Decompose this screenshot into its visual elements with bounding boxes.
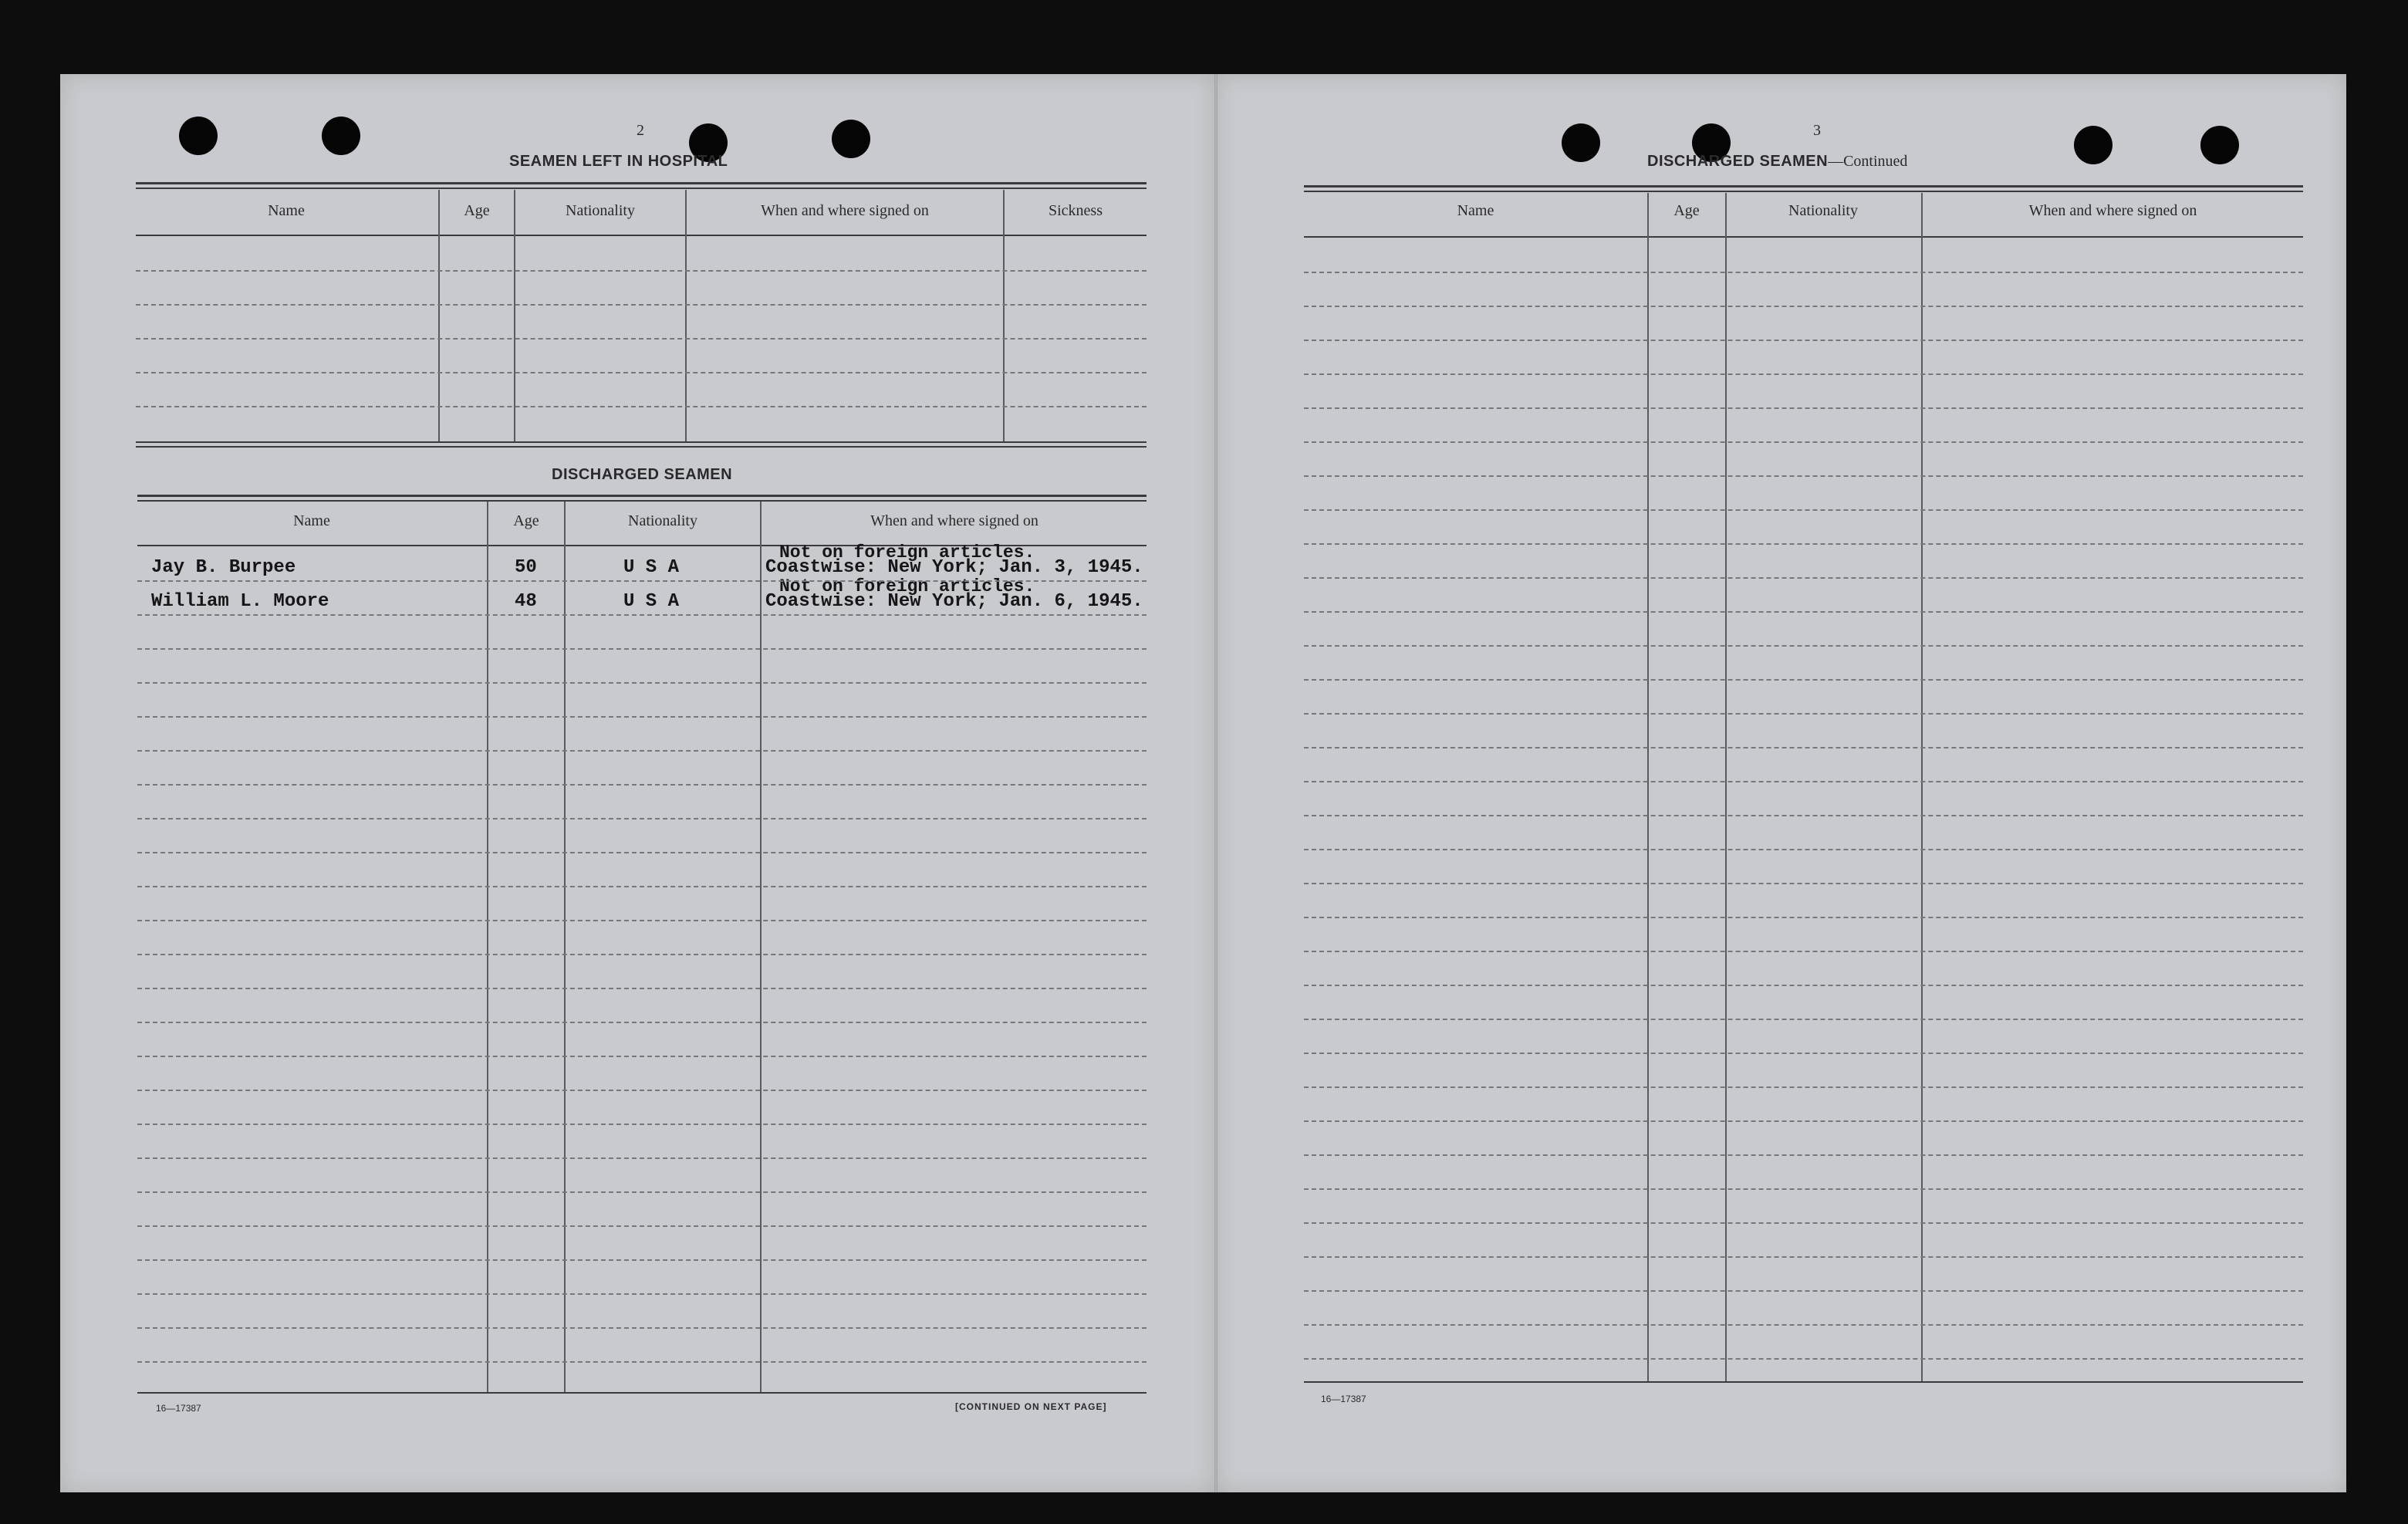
ruled-line — [1304, 951, 2303, 952]
header-rule — [136, 235, 1147, 236]
table-top-rule — [137, 495, 1147, 497]
hospital-section-title: SEAMEN LEFT IN HOSPITAL — [509, 153, 728, 170]
ruled-line — [1304, 407, 2303, 409]
header-rule — [1304, 236, 2303, 238]
table-bottom-rule — [136, 446, 1147, 448]
table-bottom-rule — [137, 1392, 1147, 1394]
ruled-line — [1304, 577, 2303, 579]
ruled-line — [1304, 306, 2303, 307]
seaman-nationality: U S A — [623, 557, 680, 578]
column-divider — [1921, 193, 1923, 1383]
ruled-line — [137, 648, 1147, 650]
column-header: Nationality — [628, 512, 697, 529]
ruled-line — [137, 1327, 1147, 1329]
seaman-nationality: U S A — [623, 591, 680, 612]
punch-hole — [2200, 126, 2239, 164]
articles-note: Not on foreign articles. — [779, 542, 1035, 563]
column-divider — [514, 190, 515, 443]
punch-hole — [1562, 123, 1600, 162]
ruled-line — [1304, 645, 2303, 647]
ruled-line — [136, 270, 1147, 272]
ruled-line — [1304, 679, 2303, 681]
ruled-line — [1304, 1324, 2303, 1326]
ruled-line — [137, 920, 1147, 921]
column-header: Name — [1457, 202, 1494, 219]
discharged-continued-title — [1647, 153, 1907, 171]
ruled-line — [137, 1293, 1147, 1295]
ruled-line — [1304, 917, 2303, 918]
signed-on-entry: Coastwise: New York; Jan. 3, 1945. — [765, 557, 1143, 578]
ruled-line — [1304, 1188, 2303, 1190]
ruled-line — [1304, 1154, 2303, 1156]
ruled-line — [1304, 1222, 2303, 1224]
column-header: Age — [1673, 202, 1700, 219]
form-number: 16—17387 — [1321, 1394, 1366, 1404]
column-header: Nationality — [566, 202, 635, 219]
ruled-line — [137, 614, 1147, 616]
discharged-section-title: DISCHARGED SEAMEN — [552, 466, 733, 483]
ruled-line — [1304, 1358, 2303, 1360]
ruled-line — [1304, 985, 2303, 986]
punch-hole — [832, 120, 870, 158]
ruled-line — [137, 1022, 1147, 1023]
ruled-line — [1304, 543, 2303, 545]
column-header: Age — [464, 202, 490, 219]
column-header: When and where signed on — [2028, 202, 2197, 219]
ruled-line — [136, 372, 1147, 373]
ruled-line — [1304, 1256, 2303, 1258]
ruled-line — [1304, 441, 2303, 443]
page-number: 3 — [1813, 122, 1821, 139]
ruled-line — [1304, 373, 2303, 375]
ruled-line — [137, 852, 1147, 853]
ruled-line — [137, 1124, 1147, 1125]
punch-hole — [179, 117, 218, 155]
punch-hole — [322, 117, 360, 155]
column-divider — [438, 190, 440, 443]
punch-hole — [2074, 126, 2112, 164]
column-divider — [1725, 193, 1727, 1383]
ruled-line — [1304, 1290, 2303, 1292]
ruled-line — [1304, 1120, 2303, 1122]
column-header: Name — [268, 202, 305, 219]
page-fold — [1214, 74, 1218, 1492]
column-header: Name — [293, 512, 330, 529]
ruled-line — [137, 580, 1147, 582]
seaman-name: Jay B. Burpee — [151, 557, 296, 578]
ruled-line — [1304, 849, 2303, 850]
column-header: When and where signed on — [761, 202, 929, 219]
column-divider — [1647, 193, 1649, 1383]
ruled-line — [137, 1191, 1147, 1193]
left-page — [60, 74, 1214, 1492]
ruled-line — [1304, 747, 2303, 748]
ruled-line — [136, 304, 1147, 306]
ruled-line — [1304, 475, 2303, 477]
ruled-line — [1304, 1019, 2303, 1020]
ruled-line — [137, 1090, 1147, 1091]
column-divider — [1003, 190, 1005, 443]
ruled-line — [136, 406, 1147, 407]
title-main: DISCHARGED SEAMEN — [1647, 153, 1829, 170]
table-bottom-rule — [1304, 1381, 2303, 1383]
ruled-line — [1304, 1086, 2303, 1088]
table-top-rule — [136, 188, 1147, 189]
ruled-line — [137, 1056, 1147, 1057]
column-header: Age — [513, 512, 539, 529]
table-top-rule — [1304, 191, 2303, 192]
seaman-name: William L. Moore — [151, 591, 329, 612]
column-divider — [685, 190, 687, 443]
ruled-line — [1304, 1053, 2303, 1054]
ruled-line — [137, 1157, 1147, 1159]
ruled-line — [1304, 340, 2303, 341]
ruled-line — [1304, 815, 2303, 816]
signed-on-entry: Coastwise: New York; Jan. 6, 1945. — [765, 591, 1143, 612]
column-header: When and where signed on — [870, 512, 1039, 529]
ruled-line — [1304, 883, 2303, 884]
ruled-line — [137, 818, 1147, 819]
articles-note: Not on foreign articles. — [779, 576, 1035, 596]
ruled-line — [137, 716, 1147, 718]
ruled-line — [1304, 611, 2303, 613]
seaman-age: 48 — [515, 591, 537, 612]
ruled-line — [1304, 713, 2303, 715]
ruled-line — [1304, 781, 2303, 782]
table-top-rule — [136, 182, 1147, 184]
ruled-line — [137, 750, 1147, 752]
ruled-line — [1304, 509, 2303, 511]
page-number: 2 — [637, 122, 644, 139]
ruled-line — [137, 1225, 1147, 1227]
ruled-line — [137, 784, 1147, 786]
ruled-line — [137, 954, 1147, 955]
ruled-line — [137, 682, 1147, 684]
ruled-line — [137, 886, 1147, 887]
right-page — [1216, 74, 2346, 1492]
table-top-rule — [1304, 185, 2303, 188]
ruled-line — [137, 1259, 1147, 1261]
ruled-line — [1304, 272, 2303, 273]
ruled-line — [137, 988, 1147, 989]
title-suffix: —Continued — [1828, 153, 1908, 170]
form-number: 16—17387 — [156, 1403, 201, 1414]
ruled-line — [136, 338, 1147, 340]
table-top-rule — [137, 500, 1147, 502]
table-bottom-rule — [136, 441, 1147, 443]
column-header: Nationality — [1788, 202, 1858, 219]
ruled-line — [137, 1361, 1147, 1363]
seaman-age: 50 — [515, 557, 537, 578]
continued-note: [CONTINUED ON NEXT PAGE] — [955, 1401, 1107, 1412]
column-header: Sickness — [1049, 202, 1103, 219]
